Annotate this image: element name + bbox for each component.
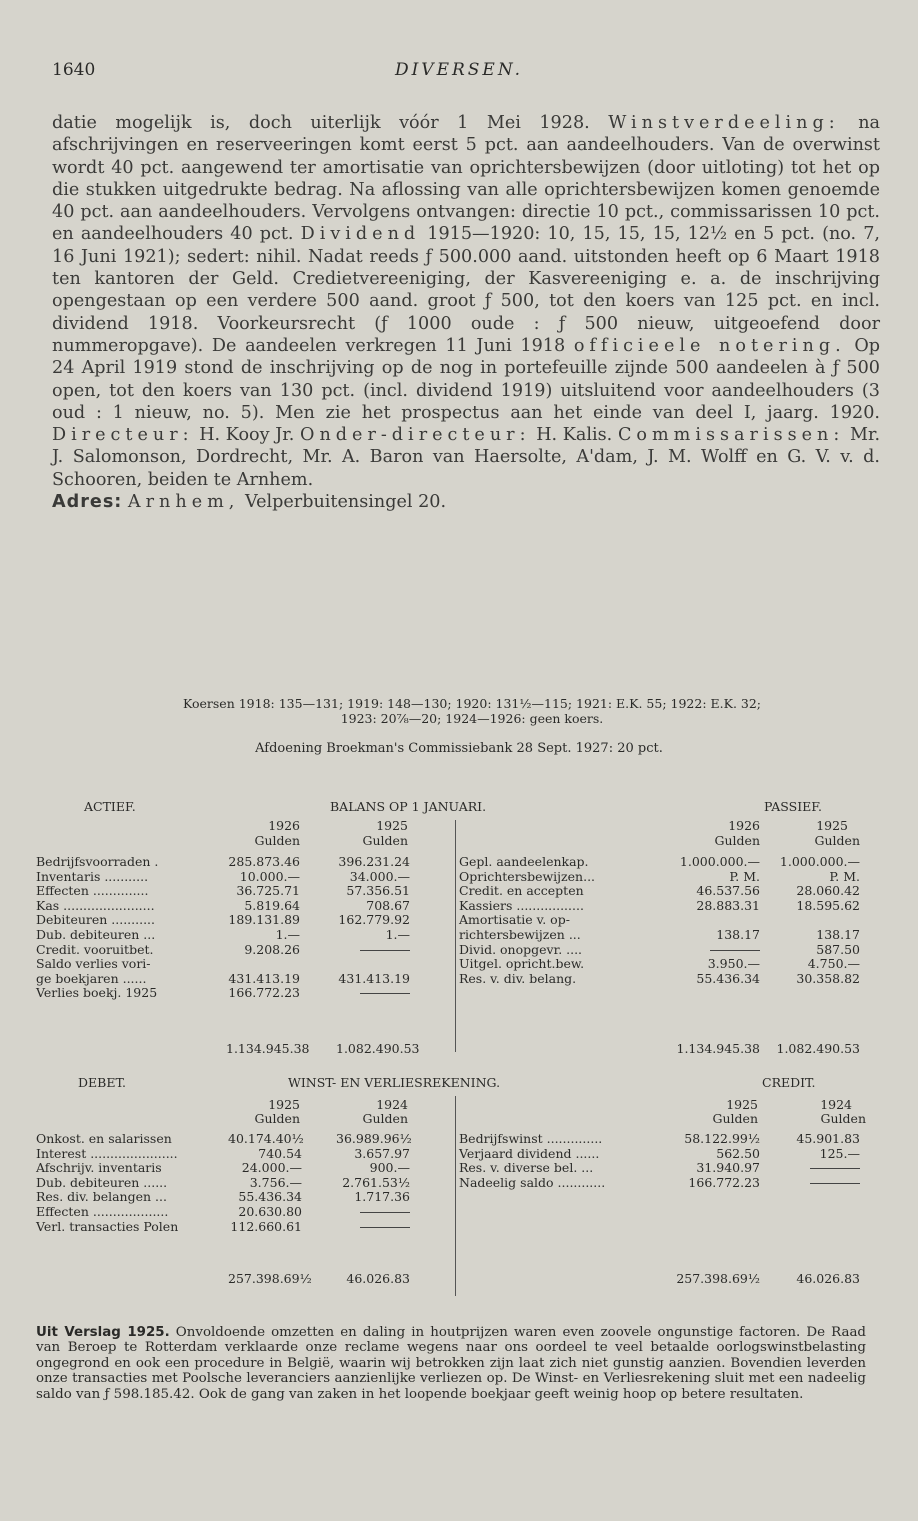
empty-value-dash bbox=[336, 986, 410, 1001]
row-label: Onkost. en salarissen bbox=[36, 1131, 172, 1146]
row-label: Gepl. aandeelenkap. bbox=[459, 854, 589, 869]
row-value: 28.060.42 bbox=[796, 883, 860, 899]
row-value: 285.873.46 bbox=[228, 854, 300, 869]
row-value: P. M. bbox=[829, 868, 860, 884]
balans-right-year-1: 1926 bbox=[728, 818, 760, 833]
adres-label: Adres: bbox=[52, 492, 123, 513]
balans-left-total-2: 1.082.490.53 bbox=[336, 1041, 420, 1056]
currency-label: Gulden bbox=[362, 833, 408, 848]
column-divider bbox=[455, 1096, 456, 1296]
row-label: Oprichtersbewijzen... bbox=[459, 868, 596, 884]
row-value: 138.17 bbox=[716, 927, 760, 942]
row-value: 3.756.— bbox=[249, 1174, 302, 1190]
text-fragment: datie mogelijk is, doch uiterlijk vóór 1 Mei 1928. bbox=[52, 113, 590, 133]
directeur-name: H. Kooy Jr. bbox=[199, 425, 295, 446]
row-label: Divid. onopgevr. .... bbox=[459, 941, 583, 957]
row-value: 166.772.23 bbox=[688, 1174, 760, 1190]
winst-left-total-2: 46.026.83 bbox=[346, 1271, 410, 1286]
row-value: 708.67 bbox=[366, 897, 410, 913]
commissarissen-label: Commissarissen: bbox=[617, 425, 845, 446]
dividend-label: Dividend bbox=[300, 224, 421, 245]
afdoening-line: Afdoening Broekman's Commissiebank 28 Sept. 1927: 20 pct. bbox=[255, 741, 663, 756]
currency-label: Gulden bbox=[714, 833, 760, 848]
row-label: ge boekjaren ...... bbox=[36, 970, 147, 986]
currency-label: Gulden bbox=[254, 833, 300, 848]
report-lead: Uit Verslag 1925. bbox=[36, 1325, 170, 1340]
row-value: 5.819.64 bbox=[244, 897, 300, 913]
row-value: 138.17 bbox=[816, 927, 860, 942]
balans-right-total-2: 1.082.490.53 bbox=[776, 1041, 860, 1056]
dash-line bbox=[360, 993, 410, 994]
row-value: 189.131.89 bbox=[228, 912, 300, 928]
row-label: Bedrijfswinst .............. bbox=[459, 1131, 603, 1146]
row-label: Saldo verlies vori- bbox=[36, 956, 151, 972]
row-value: 4.750.— bbox=[807, 956, 860, 972]
row-value: 125.— bbox=[819, 1145, 860, 1161]
row-label: Debiteuren ........... bbox=[36, 912, 155, 928]
adres-street: Velperbuitensingel 20. bbox=[244, 492, 447, 513]
dash-line bbox=[710, 950, 760, 951]
dash-line bbox=[360, 1212, 410, 1213]
winst-debet-label: DEBET. bbox=[78, 1075, 126, 1090]
row-label: Res. v. div. belang. bbox=[459, 970, 577, 986]
currency-label: Gulden bbox=[820, 1111, 866, 1126]
row-label: Credit. vooruitbet. bbox=[36, 941, 154, 957]
dash-line bbox=[360, 950, 410, 951]
empty-value-dash bbox=[664, 943, 760, 958]
koersen-line-1 bbox=[62, 697, 882, 712]
winst-left-year-2: 1924 bbox=[376, 1097, 408, 1112]
text-fragment: Op 24 April 1919 stond de inschrijving op de nog in portefeuille zijnde 500 aandeelen à ƒ 500 open, tot den koers van 130 pct. (incl. dividend 1919) uitsluitend voor aandeelhouders (3 oud : 1 nieuw, no. 5). Men zie het prospectus aan het einde van deel I, jaarg. 1920. bbox=[52, 335, 881, 423]
row-label: Res. v. diverse bel. ... bbox=[459, 1160, 594, 1176]
row-value: 1.— bbox=[385, 927, 410, 942]
row-value: 46.537.56 bbox=[696, 883, 760, 899]
dash-line bbox=[810, 1183, 860, 1184]
row-value: 1.000.000.— bbox=[779, 854, 860, 869]
currency-label: Gulden bbox=[814, 833, 860, 848]
winst-right-year-2: 1924 bbox=[820, 1097, 852, 1112]
dash-line bbox=[360, 1227, 410, 1228]
adres-city: Arnhem, bbox=[127, 492, 240, 513]
report-text: Onvoldoende omzetten en daling in houtprijzen waren even zoovele ongunstige factoren. De Raad van Beroep te Rotterdam verklaarde onze reclame wegens naar ons oordeel te veel betaalde oorlogswinstbelasting ongegrond en ook een procedure in België, waarin wij betrokken zijn laat zich niet gunstig aanzien. Bovendien leverden onze transacties met Poolsche leveranciers aanzienlijke verliezen op. De Winst- en Verliesrekening sluit met een nadeelig saldo van ƒ 598.185.42. Ook de gang van zaken in het loopende boekjaar geeft weinig hoop op betere resultaten. bbox=[36, 1325, 867, 1402]
page-header bbox=[0, 60, 918, 84]
officieele-notering-label: officieele notering. bbox=[573, 335, 846, 356]
balans-left-total-1: 1.134.945.38 bbox=[226, 1041, 310, 1056]
currency-label: Gulden bbox=[362, 1111, 408, 1126]
row-value: 40.174.40½ bbox=[228, 1131, 304, 1146]
currency-label: Gulden bbox=[254, 1111, 300, 1126]
row-label: Verl. transacties Polen bbox=[36, 1218, 179, 1234]
row-value: 18.595.62 bbox=[796, 897, 860, 913]
row-value: 3.657.97 bbox=[354, 1145, 410, 1161]
row-value: 58.122.99½ bbox=[684, 1131, 760, 1146]
row-label: Verlies boekj. 1925 bbox=[36, 985, 158, 1001]
main-paragraph bbox=[52, 112, 880, 513]
row-value: 55.436.34 bbox=[696, 970, 760, 986]
currency-label: Gulden bbox=[712, 1111, 758, 1126]
row-label: Uitgel. opricht.bew. bbox=[459, 956, 585, 972]
row-value: 431.413.19 bbox=[338, 970, 410, 986]
commissarissen-names: Mr. J. Salomonson, Dordrecht, Mr. A. Baron van Haersolte, A'dam, J. M. Wolff en G. V. v. d. Schooren, beiden te Arnhem. bbox=[52, 425, 881, 490]
winst-right-total-2: 46.026.83 bbox=[796, 1271, 860, 1286]
row-value: 34.000.— bbox=[349, 868, 410, 884]
winst-right-year-1: 1925 bbox=[726, 1097, 758, 1112]
row-value: 24.000.— bbox=[241, 1160, 302, 1176]
row-label: Dub. debiteuren ... bbox=[36, 927, 156, 942]
row-label: Effecten ................... bbox=[36, 1204, 169, 1219]
row-value: 1.717.36 bbox=[354, 1189, 410, 1205]
row-value: 3.950.— bbox=[707, 956, 760, 972]
empty-value-dash bbox=[336, 943, 410, 958]
row-value: 900.— bbox=[369, 1160, 410, 1176]
row-label: Afschrijv. inventaris bbox=[36, 1160, 162, 1176]
row-label: Interest ...................... bbox=[36, 1145, 178, 1161]
row-label: Kassiers ................. bbox=[459, 897, 584, 913]
balans-title: BALANS OP 1 JANUARI. bbox=[330, 799, 487, 814]
dash-line bbox=[810, 1168, 860, 1169]
row-value: 431.413.19 bbox=[228, 970, 300, 986]
row-label: Inventaris ........... bbox=[36, 868, 149, 884]
row-value: 36.989.96½ bbox=[336, 1131, 412, 1146]
row-value: 396.231.24 bbox=[338, 854, 410, 869]
onderdirecteur-label: Onder-directeur: bbox=[300, 425, 531, 446]
row-value: 31.940.97 bbox=[696, 1160, 760, 1176]
winst-left-year-1: 1925 bbox=[268, 1097, 300, 1112]
row-value: 587.50 bbox=[816, 941, 860, 957]
directeur-label: Directeur: bbox=[52, 425, 194, 446]
row-label: Nadeelig saldo ............ bbox=[459, 1174, 606, 1190]
balans-actief-label: ACTIEF. bbox=[84, 799, 136, 814]
annual-report-note bbox=[36, 1325, 866, 1402]
row-value: 2.761.53½ bbox=[342, 1174, 410, 1190]
text-fragment: na afschrijvingen en reserveeringen komt eerst 5 pct. aan aandeelhouders. Van de overwinst wordt 40 pct. aangewend ter amortisatie van oprichtersbewijzen (door uitloting) tot het op die stukken uitgedrukte bedrag. Na aflossing van alle oprichtersbewijzen komen genoemde 40 pct. aan aandeelhouders. Vervolgens ontvangen: directie 10 pct., commissarissen 10 pct. en aandeelhouders 40 pct. bbox=[52, 113, 881, 245]
row-label: Bedrijfsvoorraden . bbox=[36, 854, 159, 869]
row-value: 1.— bbox=[275, 927, 300, 942]
balans-right-year-2: 1925 bbox=[816, 818, 848, 833]
winst-credit-label: CREDIT. bbox=[762, 1075, 816, 1090]
row-value: 30.358.82 bbox=[796, 970, 860, 986]
winst-right-total-1: 257.398.69½ bbox=[676, 1271, 760, 1286]
balans-left-year-1: 1926 bbox=[268, 818, 300, 833]
row-value: 562.50 bbox=[716, 1145, 760, 1161]
row-value: 1.000.000.— bbox=[679, 854, 760, 869]
balans-left-year-2: 1925 bbox=[376, 818, 408, 833]
row-value: 112.660.61 bbox=[230, 1218, 302, 1234]
balans-table bbox=[0, 800, 918, 1060]
koersen-block bbox=[62, 697, 882, 726]
row-value: 36.725.71 bbox=[236, 883, 300, 899]
row-value: 162.779.92 bbox=[338, 912, 410, 928]
onderdirecteur-name: H. Kalis. bbox=[536, 425, 613, 446]
balans-right-total-1: 1.134.945.38 bbox=[676, 1041, 760, 1056]
row-value: 740.54 bbox=[258, 1145, 302, 1161]
text-fragment: 1915—1920: 10, 15, 15, 15, 12½ en 5 pct. (no. 7, 16 Juni 1921); sedert: nihil. Nadat reeds ƒ 500.000 aand. uitstonden heeft op 6 Maart 1918 ten kantoren der Geld. Credietvereeniging, der Kasvereeniging e. a. de inschrijving opengestaan op een verdere 500 aand. groot ƒ 500, tot den koers van 125 pct. en incl. dividend 1918. Voorkeursrecht (ƒ 1000 oude : ƒ 500 nieuw, uitgeoefend door nummeropgave). De aandeelen verkregen 11 Juni 1918 bbox=[52, 224, 881, 356]
page-number: 1640 bbox=[52, 60, 96, 80]
row-label: Credit. en accepten bbox=[459, 883, 584, 899]
row-value: 166.772.23 bbox=[228, 985, 300, 1001]
row-label: Amortisatie v. op- bbox=[459, 912, 570, 928]
row-value: 57.356.51 bbox=[346, 883, 410, 899]
winst-left-total-1: 257.398.69½ bbox=[228, 1271, 312, 1286]
row-value: P. M. bbox=[729, 868, 760, 884]
empty-value-dash bbox=[336, 1205, 410, 1220]
winst-verlies-table bbox=[0, 1076, 918, 1296]
row-value: 10.000.— bbox=[239, 868, 300, 884]
running-title: DIVERSEN. bbox=[394, 60, 524, 80]
row-label: Kas ....................... bbox=[36, 897, 155, 913]
row-value: 9.208.26 bbox=[244, 941, 300, 957]
koersen-line-2: 1923: 20⅞—20; 1924—1926: geen koers. bbox=[340, 710, 604, 726]
row-value: 55.436.34 bbox=[238, 1189, 302, 1205]
row-value: 45.901.83 bbox=[796, 1131, 860, 1146]
empty-value-dash bbox=[336, 1220, 410, 1235]
row-value: 20.630.80 bbox=[238, 1204, 302, 1219]
row-label: Res. div. belangen ... bbox=[36, 1189, 167, 1205]
row-label: Effecten .............. bbox=[36, 883, 149, 899]
column-divider bbox=[455, 820, 456, 1052]
winstverdeeling-label: Winstverdeeling: bbox=[608, 113, 840, 133]
row-label: richtersbewijzen ... bbox=[459, 927, 581, 942]
balans-passief-label: PASSIEF. bbox=[764, 799, 822, 814]
row-label: Verjaard dividend ...... bbox=[459, 1145, 600, 1161]
row-label: Dub. debiteuren ...... bbox=[36, 1174, 168, 1190]
koersen-values-1: 1918: 135—131; 1919: 148—130; 1920: 131½—115; 1921: E.K. 55; 1922: E.K. 32; bbox=[238, 696, 762, 711]
row-value: 28.883.31 bbox=[696, 897, 760, 913]
empty-value-dash bbox=[774, 1161, 860, 1176]
winst-title: WINST- EN VERLIESREKENING. bbox=[288, 1075, 501, 1090]
koersen-label: Koersen bbox=[182, 696, 235, 711]
empty-value-dash bbox=[774, 1176, 860, 1191]
